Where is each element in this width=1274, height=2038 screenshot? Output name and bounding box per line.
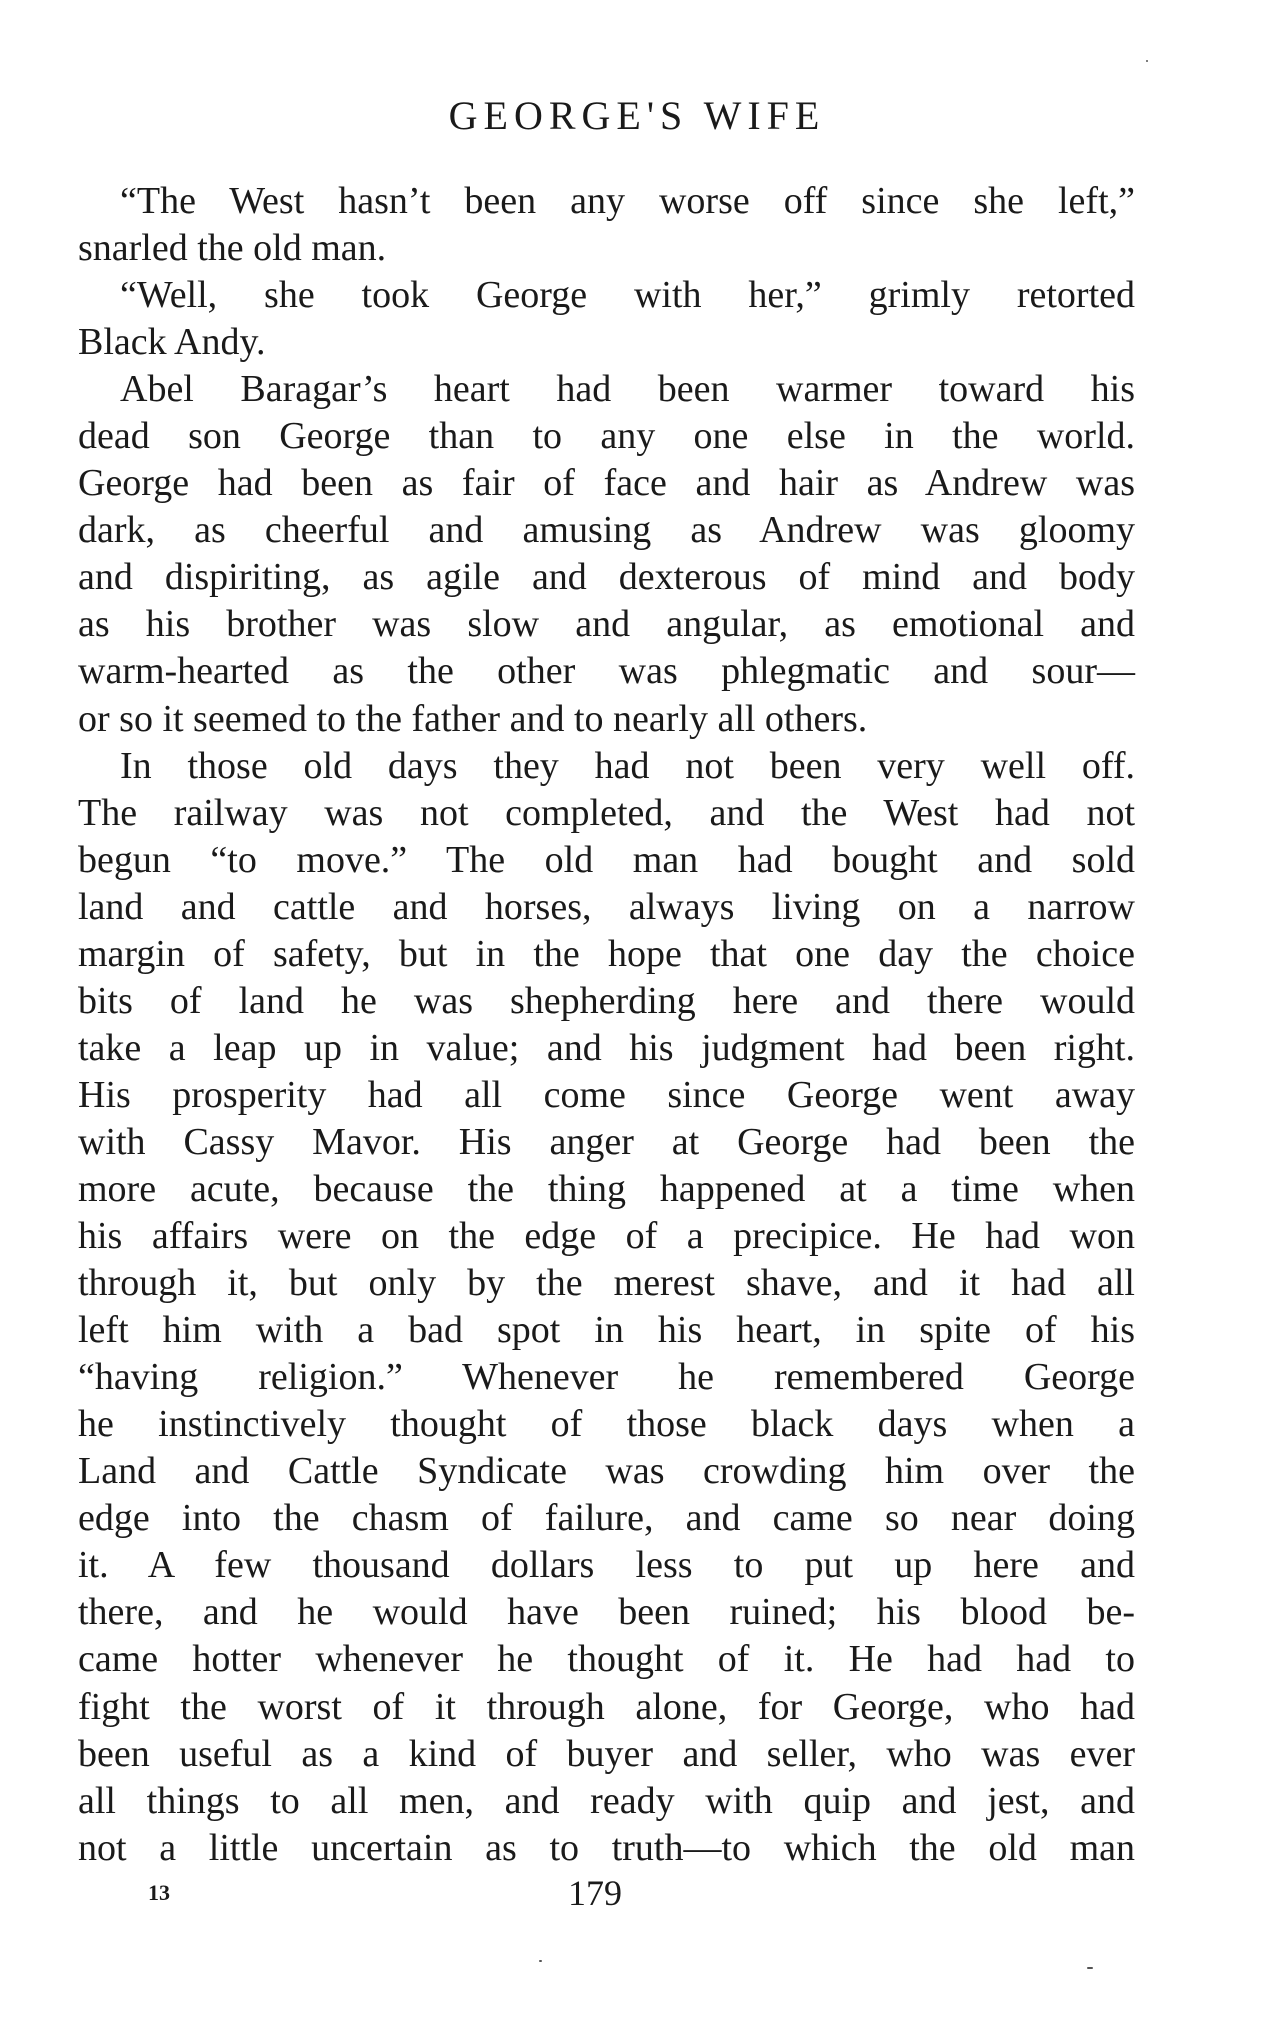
text-line: came hotter whenever he thought of it. He had had to xyxy=(78,1638,1135,1681)
signature-mark: 13 xyxy=(148,1880,170,1905)
text-line: margin of safety, but in the hope that one day the choice xyxy=(78,932,1135,975)
paper-speck xyxy=(1087,1967,1093,1969)
text-line: The railway was not completed, and the West had not xyxy=(78,791,1135,834)
text-line: His prosperity had all come since George went away xyxy=(78,1073,1135,1116)
text-line: or so it seemed to the father and to nearly all others. xyxy=(78,697,868,740)
paper-speck xyxy=(1146,60,1148,62)
text-line: snarled the old man. xyxy=(78,227,387,270)
text-line: “Well, she took George with her,” grimly retorted xyxy=(120,274,1135,317)
text-line: begun “to move.” The old man had bought and sold xyxy=(78,838,1135,881)
text-line: land and cattle and horses, always living on a narrow xyxy=(78,885,1135,928)
text-line: Land and Cattle Syndicate was crowding him over the xyxy=(78,1450,1135,1493)
text-line: all things to all men, and ready with quip and jest, and xyxy=(78,1779,1135,1822)
text-line: Abel Baragar’s heart had been warmer toward his xyxy=(120,368,1135,411)
text-line: with Cassy Mavor. His anger at George had been the xyxy=(78,1120,1135,1163)
text-line: dead son George than to any one else in the world. xyxy=(78,415,1135,458)
text-line: as his brother was slow and angular, as emotional and xyxy=(78,603,1135,646)
text-line: his affairs were on the edge of a precipice. He had won xyxy=(78,1215,1135,1258)
text-line: through it, but only by the merest shave, and it had all xyxy=(78,1262,1135,1305)
text-line: dark, as cheerful and amusing as Andrew was gloomy xyxy=(78,509,1135,552)
paper-speck xyxy=(539,1960,542,1962)
text-line: warm-hearted as the other was phlegmatic and sour— xyxy=(78,650,1135,693)
text-line: more acute, because the thing happened at a time when xyxy=(78,1167,1135,1210)
text-line: take a leap up in value; and his judgment had been right. xyxy=(78,1026,1135,1069)
text-line: not a little uncertain as to truth—to which the old man xyxy=(78,1826,1135,1869)
text-line: “having religion.” Whenever he remembered George xyxy=(78,1356,1135,1399)
text-line: Black Andy. xyxy=(78,321,266,364)
text-line: edge into the chasm of failure, and came so near doing xyxy=(78,1497,1135,1540)
body-text xyxy=(78,178,1135,1872)
text-line: “The West hasn’t been any worse off since she left,” xyxy=(120,180,1135,222)
text-line: bits of land he was shepherding here and there would xyxy=(78,979,1135,1022)
text-line: and dispiriting, as agile and dexterous of mind and body xyxy=(78,556,1135,599)
text-line: it. A few thousand dollars less to put up here and xyxy=(78,1544,1135,1587)
text-line: been useful as a kind of buyer and seller, who was ever xyxy=(78,1732,1135,1775)
text-line: George had been as fair of face and hair as Andrew was xyxy=(78,462,1135,505)
page-footer xyxy=(0,1873,1274,1913)
text-line: left him with a bad spot in his heart, in spite of his xyxy=(78,1309,1135,1352)
text-line: In those old days they had not been very well off. xyxy=(120,744,1135,787)
text-line: fight the worst of it through alone, for George, who had xyxy=(78,1685,1135,1728)
running-title: GEORGE'S WIFE xyxy=(448,93,826,138)
page-number: 179 xyxy=(568,1873,622,1913)
text-line: he instinctively thought of those black days when a xyxy=(78,1403,1135,1446)
text-line: there, and he would have been ruined; his blood be- xyxy=(78,1591,1135,1634)
